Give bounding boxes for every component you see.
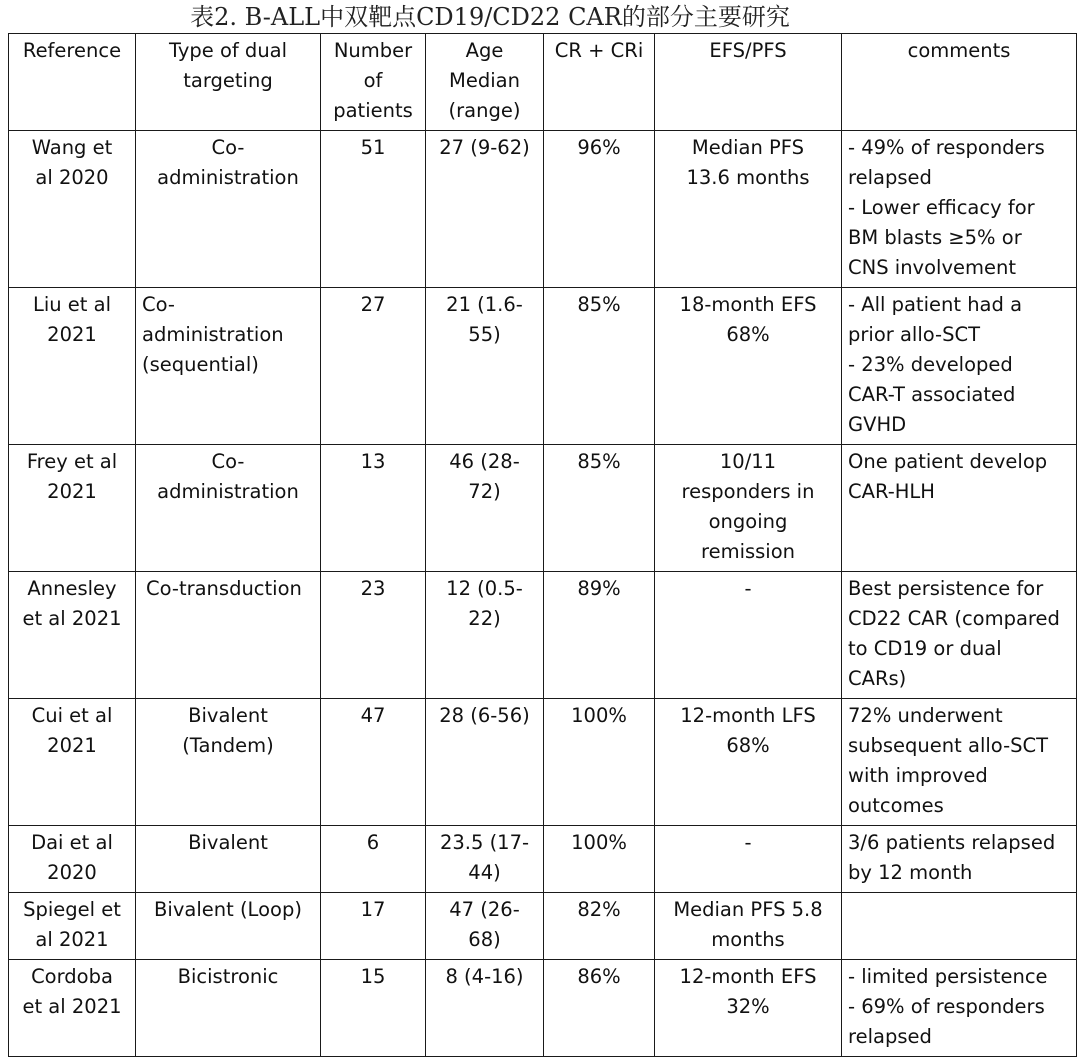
table-row [9, 131, 1077, 288]
cell-reference: Spiegel et al 2021 [9, 893, 136, 960]
header-comments: comments [842, 34, 1077, 131]
cell-cr: 85% [544, 445, 655, 572]
cell-age: 46 (28- 72) [426, 445, 544, 572]
cell-efs: 10/11 responders in ongoing remission [655, 445, 842, 572]
cell-age: 28 (6-56) [426, 699, 544, 826]
cell-type: Bicistronic [136, 960, 321, 1057]
cell-age: 12 (0.5- 22) [426, 572, 544, 699]
cell-reference: Liu et al 2021 [9, 288, 136, 445]
cell-age: 21 (1.6- 55) [426, 288, 544, 445]
cell-number: 51 [321, 131, 426, 288]
cell-number: 6 [321, 826, 426, 893]
cell-type: Co- administration [136, 131, 321, 288]
cell-type: Co-transduction [136, 572, 321, 699]
table-row [9, 826, 1077, 893]
cell-cr: 85% [544, 288, 655, 445]
table-row [9, 445, 1077, 572]
cell-age: 8 (4-16) [426, 960, 544, 1057]
cell-comments: 3/6 patients relapsed by 12 month [842, 826, 1077, 893]
cell-reference: Dai et al 2020 [9, 826, 136, 893]
cell-type: Bivalent (Loop) [136, 893, 321, 960]
table-row [9, 699, 1077, 826]
cell-age: 27 (9-62) [426, 131, 544, 288]
header-number: Number of patients [321, 34, 426, 131]
cell-reference: Wang et al 2020 [9, 131, 136, 288]
cell-reference: Annesley et al 2021 [9, 572, 136, 699]
header-type: Type of dual targeting [136, 34, 321, 131]
cell-efs: - [655, 572, 842, 699]
study-table [8, 33, 1077, 1057]
cell-efs: Median PFS 13.6 months [655, 131, 842, 288]
table-row [9, 893, 1077, 960]
cell-efs: 12-month EFS 32% [655, 960, 842, 1057]
cell-cr: 89% [544, 572, 655, 699]
cell-reference: Frey et al 2021 [9, 445, 136, 572]
cell-age: 23.5 (17- 44) [426, 826, 544, 893]
cell-efs: - [655, 826, 842, 893]
cell-number: 47 [321, 699, 426, 826]
cell-number: 15 [321, 960, 426, 1057]
cell-comments: - limited persistence - 69% of responders relapsed [842, 960, 1077, 1057]
cell-age: 47 (26- 68) [426, 893, 544, 960]
table-row [9, 960, 1077, 1057]
cell-type: Bivalent (Tandem) [136, 699, 321, 826]
cell-cr: 82% [544, 893, 655, 960]
header-efs: EFS/PFS [655, 34, 842, 131]
cell-efs: 12-month LFS 68% [655, 699, 842, 826]
cell-reference: Cordoba et al 2021 [9, 960, 136, 1057]
cell-number: 13 [321, 445, 426, 572]
header-age: Age Median (range) [426, 34, 544, 131]
cell-number: 17 [321, 893, 426, 960]
cell-type: Bivalent [136, 826, 321, 893]
table-caption: 表2. B-ALL中双靶点CD19/CD22 CAR的部分主要研究 [190, 3, 790, 31]
cell-efs: 18-month EFS 68% [655, 288, 842, 445]
cell-efs: Median PFS 5.8 months [655, 893, 842, 960]
cell-type: Co- administration [136, 445, 321, 572]
header-reference: Reference [9, 34, 136, 131]
cell-comments: One patient develop CAR-HLH [842, 445, 1077, 572]
cell-comments: - 49% of responders relapsed - Lower efficacy for BM blasts ≥5% or CNS involvement [842, 131, 1077, 288]
cell-number: 27 [321, 288, 426, 445]
cell-type: Co- administration (sequential) [136, 288, 321, 445]
table-row [9, 572, 1077, 699]
cell-comments: Best persistence for CD22 CAR (compared to CD19 or dual CARs) [842, 572, 1077, 699]
cell-cr: 86% [544, 960, 655, 1057]
cell-reference: Cui et al 2021 [9, 699, 136, 826]
header-row [9, 34, 1077, 131]
cell-cr: 100% [544, 826, 655, 893]
cell-number: 23 [321, 572, 426, 699]
cell-comments: 72% underwent subsequent allo-SCT with improved outcomes [842, 699, 1077, 826]
cell-comments [842, 893, 1077, 960]
cell-comments: - All patient had a prior allo-SCT - 23% developed CAR-T associated GVHD [842, 288, 1077, 445]
cell-cr: 100% [544, 699, 655, 826]
cell-cr: 96% [544, 131, 655, 288]
header-cr: CR + CRi [544, 34, 655, 131]
table-row [9, 288, 1077, 445]
